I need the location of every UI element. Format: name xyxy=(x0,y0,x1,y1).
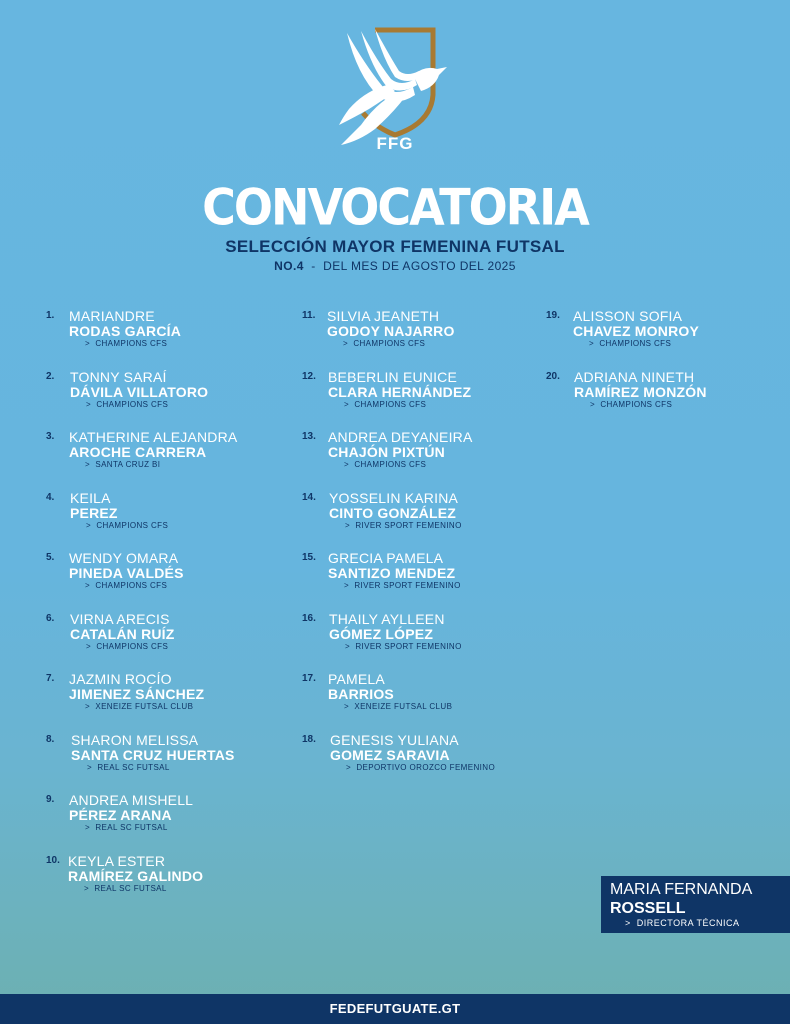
club-prefix: > xyxy=(85,702,91,711)
player-number: 14. xyxy=(302,491,316,503)
club-prefix: > xyxy=(86,641,92,651)
issue-number: NO.4 xyxy=(274,259,304,273)
player-first-name: ADRIANA NINETH xyxy=(574,368,695,385)
player-club xyxy=(344,400,426,409)
player-number: 11. xyxy=(302,310,316,321)
player-first-name: GENESIS YULIANA xyxy=(330,731,459,748)
club-prefix: > xyxy=(344,399,350,409)
player-first-name: TONNY SARAÍ xyxy=(70,368,167,385)
club-prefix: > xyxy=(344,702,350,711)
player-first-name: KATHERINE ALEJANDRA xyxy=(69,429,238,445)
club-prefix: > xyxy=(343,339,349,348)
player-last-name: GODOY NAJARRO xyxy=(327,323,455,339)
player-number: 18. xyxy=(302,733,316,745)
player-number: 9. xyxy=(46,794,55,805)
player-last-name: AROCHE CARRERA xyxy=(69,444,207,460)
coach-card xyxy=(601,876,790,933)
player-last-name: CATALÁN RUÍZ xyxy=(70,625,175,642)
player-number: 5. xyxy=(46,552,55,563)
player-first-name: SHARON MELISSA xyxy=(71,731,199,748)
club-prefix: > xyxy=(345,520,351,530)
player-last-name: PEREZ xyxy=(70,504,118,521)
club-name: CHAMPIONS CFS xyxy=(599,339,672,348)
player-first-name: BEBERLIN EUNICE xyxy=(328,368,458,385)
coach-first-name: MARIA FERNANDA xyxy=(610,881,753,898)
club-prefix: > xyxy=(85,823,91,832)
player-number: 20. xyxy=(546,370,560,382)
club-name: CHAMPIONS CFS xyxy=(96,641,169,651)
player-last-name: BARRIOS xyxy=(328,686,394,702)
player-number: 12. xyxy=(302,370,316,382)
footer-website[interactable]: FEDEFUTGUATE.GT xyxy=(329,1001,461,1016)
player-club xyxy=(85,339,167,348)
footer-bar xyxy=(0,994,790,1024)
player-club xyxy=(346,763,495,772)
club-prefix: > xyxy=(85,581,91,590)
club-prefix: > xyxy=(346,762,352,772)
player-number: 17. xyxy=(302,673,316,684)
coach-role xyxy=(625,918,739,928)
player-last-name: CHAJÓN PIXTÚN xyxy=(328,444,445,460)
player-last-name: SANTIZO MENDEZ xyxy=(328,565,456,581)
player-first-name: WENDY OMARA xyxy=(69,550,179,566)
player-last-name: JIMENEZ SÁNCHEZ xyxy=(69,686,205,702)
player-number: 7. xyxy=(46,673,55,684)
player-first-name: PAMELA xyxy=(328,671,385,687)
issue-line xyxy=(0,259,790,273)
club-name: CHAMPIONS CFS xyxy=(353,339,426,348)
player-first-name: JAZMIN ROCÍO xyxy=(69,671,172,687)
club-prefix: > xyxy=(85,460,91,469)
player-number: 8. xyxy=(46,733,55,745)
player-club xyxy=(85,460,160,469)
player-number: 15. xyxy=(302,552,316,563)
club-name: SANTA CRUZ BI xyxy=(95,460,161,469)
player-club xyxy=(85,823,168,832)
club-name: RIVER SPORT FEMENINO xyxy=(355,641,462,651)
player-number: 3. xyxy=(46,431,55,442)
player-club xyxy=(344,581,461,590)
coach-last-name: ROSSELL xyxy=(610,900,686,917)
player-first-name: MARIANDRE xyxy=(69,308,155,324)
player-last-name: DÁVILA VILLATORO xyxy=(70,383,209,400)
player-last-name: GÓMEZ LÓPEZ xyxy=(329,625,434,642)
club-name: XENEIZE FUTSAL CLUB xyxy=(95,702,194,711)
player-number: 1. xyxy=(46,310,55,321)
player-club xyxy=(590,400,672,409)
player-number: 19. xyxy=(546,310,560,321)
club-name: REAL SC FUTSAL xyxy=(94,883,167,893)
player-club xyxy=(85,702,193,711)
player-first-name: VIRNA ARECIS xyxy=(70,610,170,627)
player-first-name: ALISSON SOFIA xyxy=(573,308,683,324)
player-club xyxy=(86,400,168,409)
player-last-name: GOMEZ SARAVIA xyxy=(330,746,450,763)
page-title: CONVOCATORIA xyxy=(202,177,588,237)
player-number: 16. xyxy=(302,612,316,624)
club-prefix: > xyxy=(86,399,92,409)
player-club xyxy=(86,521,168,530)
player-first-name: KEYLA ESTER xyxy=(68,852,166,869)
club-name: CHAMPIONS CFS xyxy=(95,339,168,348)
player-number: 4. xyxy=(46,491,55,503)
player-last-name: RAMÍREZ MONZÓN xyxy=(574,383,707,400)
logo-acronym: FFG xyxy=(376,134,414,153)
club-prefix: > xyxy=(84,883,90,893)
player-club xyxy=(344,460,426,469)
club-name: RIVER SPORT FEMENINO xyxy=(355,520,462,530)
coach-role-text: DIRECTORA TÉCNICA xyxy=(636,918,740,928)
club-name: RIVER SPORT FEMENINO xyxy=(354,581,461,590)
player-last-name: CLARA HERNÁNDEZ xyxy=(328,383,472,400)
issue-description: DEL MES DE AGOSTO DEL 2025 xyxy=(323,259,516,273)
club-prefix: > xyxy=(589,339,595,348)
club-prefix: > xyxy=(87,762,93,772)
club-prefix: > xyxy=(86,520,92,530)
player-club xyxy=(345,642,462,651)
club-prefix: > xyxy=(344,460,350,469)
player-first-name: THAILY AYLLEEN xyxy=(329,610,445,627)
player-first-name: ANDREA MISHELL xyxy=(69,792,194,808)
player-number: 2. xyxy=(46,370,55,382)
player-first-name: GRECIA PAMELA xyxy=(328,550,444,566)
club-name: CHAMPIONS CFS xyxy=(354,460,427,469)
club-prefix: > xyxy=(345,641,351,651)
player-last-name: RODAS GARCÍA xyxy=(69,323,182,339)
player-club xyxy=(343,339,425,348)
player-club xyxy=(589,339,671,348)
club-name: REAL SC FUTSAL xyxy=(97,762,170,772)
player-last-name: CINTO GONZÁLEZ xyxy=(329,504,456,521)
club-name: DEPORTIVO OROZCO FEMENINO xyxy=(356,762,496,772)
player-first-name: YOSSELIN KARINA xyxy=(329,489,459,506)
club-name: REAL SC FUTSAL xyxy=(95,823,168,832)
player-last-name: SANTA CRUZ HUERTAS xyxy=(71,746,235,763)
player-last-name: PÉREZ ARANA xyxy=(69,807,172,823)
club-name: CHAMPIONS CFS xyxy=(96,399,169,409)
player-first-name: SILVIA JEANETH xyxy=(327,308,440,324)
club-name: CHAMPIONS CFS xyxy=(600,399,673,409)
player-club xyxy=(85,581,167,590)
player-club xyxy=(344,702,452,711)
coach-role-prefix: > xyxy=(625,918,631,928)
player-number: 6. xyxy=(46,612,55,624)
player-last-name: PINEDA VALDÉS xyxy=(69,565,184,581)
player-last-name: RAMÍREZ GALINDO xyxy=(68,867,204,884)
issue-separator: - xyxy=(311,259,316,273)
player-last-name: CHAVEZ MONROY xyxy=(573,323,700,339)
club-name: CHAMPIONS CFS xyxy=(96,520,169,530)
player-club xyxy=(87,763,170,772)
player-first-name: KEILA xyxy=(70,489,111,506)
player-club xyxy=(86,642,168,651)
club-name: CHAMPIONS CFS xyxy=(95,581,168,590)
player-first-name: ANDREA DEYANEIRA xyxy=(328,429,473,445)
page-subtitle: SELECCIÓN MAYOR FEMENINA FUTSAL xyxy=(225,237,565,256)
club-name: XENEIZE FUTSAL CLUB xyxy=(354,702,453,711)
club-prefix: > xyxy=(344,581,350,590)
player-club xyxy=(345,521,462,530)
player-club xyxy=(84,884,167,893)
club-name: CHAMPIONS CFS xyxy=(354,399,427,409)
player-number: 13. xyxy=(302,431,316,442)
player-number: 10. xyxy=(46,854,60,866)
club-prefix: > xyxy=(590,399,596,409)
club-prefix: > xyxy=(85,339,91,348)
